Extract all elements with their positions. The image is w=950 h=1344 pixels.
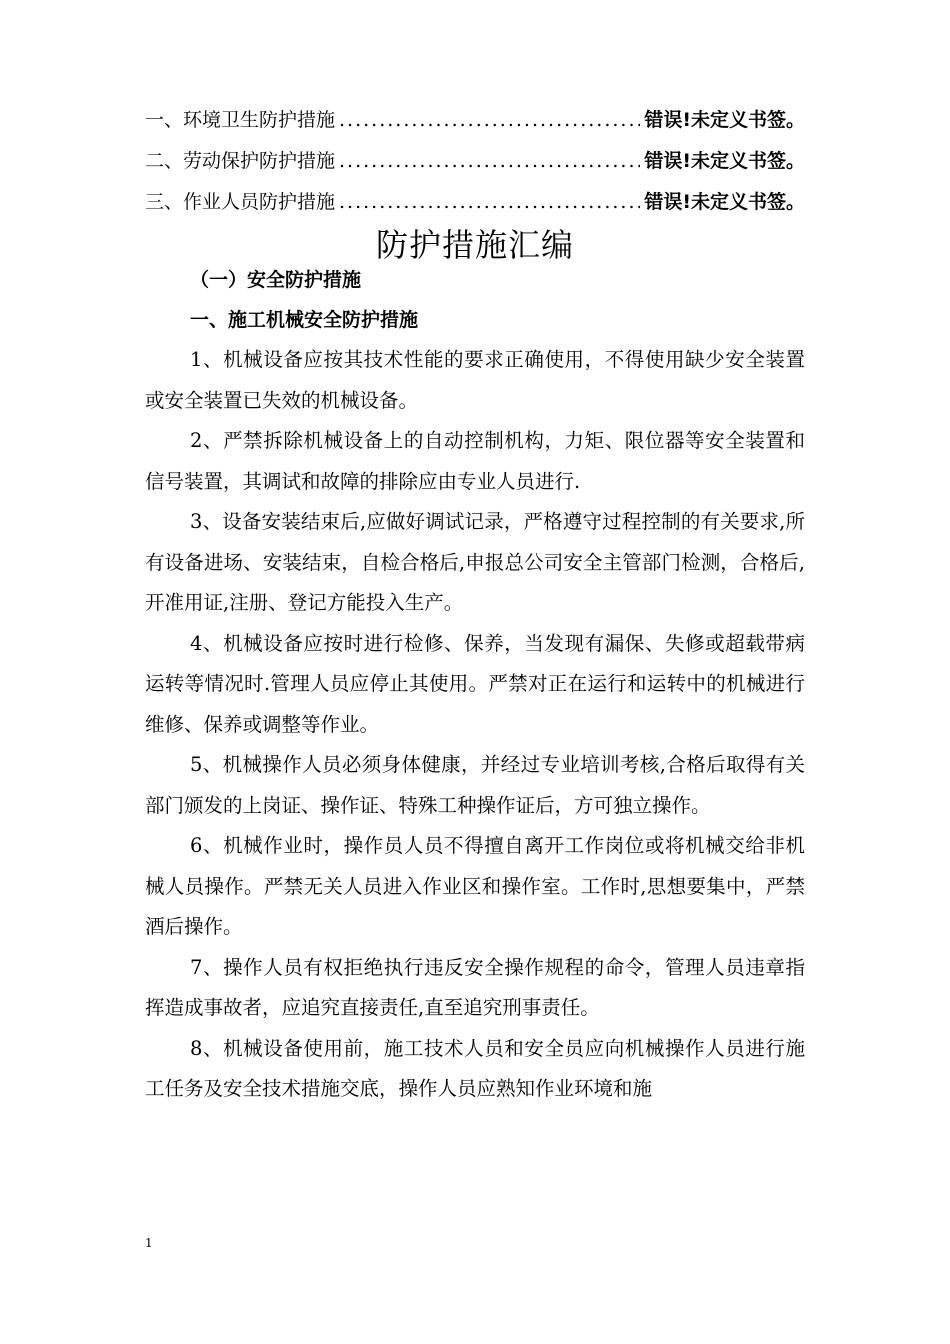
toc-entry[interactable] [145, 100, 805, 141]
paragraph: 1、机械设备应按其技术性能的要求正确使用，不得使用缺少安全装置或安全装置已失效的机械设备。 [145, 348, 805, 412]
paragraph: 6、机械作业时，操作员人员不得擅自离开工作岗位或将机械交给非机械人员操作。严禁无关人员进入作业区和操作室。工作时,思想要集中，严禁酒后操作。 [145, 834, 805, 938]
section-heading: （一）安全防护措施 [190, 269, 362, 291]
toc-entry-label: 三、作业人员防护措施 [145, 191, 336, 213]
page-number: 1 [145, 1236, 153, 1250]
paragraph: 2、严禁拆除机械设备上的自动控制机构，力矩、限位器等安全装置和信号装置，其调试和故障的排除应由专业人员进行. [145, 429, 805, 493]
table-of-contents [145, 100, 805, 223]
toc-entry-label: 二、劳动保护防护措施 [145, 150, 336, 172]
subsection-heading: 一、施工机械安全防护措施 [190, 309, 419, 331]
document-body [145, 340, 805, 1110]
toc-entry[interactable] [145, 141, 805, 182]
paragraph: 4、机械设备应按时进行检修、保养，当发现有漏保、失修或超载带病运转等情况时.管理人员应停止其使用。严禁对正在运行和运转中的机械进行维修、保养或调整等作业。 [145, 631, 805, 736]
toc-leader-dots [339, 100, 640, 141]
document-title: 防护措施汇编 [375, 226, 574, 265]
toc-entry-label: 一、环境卫生防护措施 [145, 109, 336, 131]
paragraph: 8、机械设备使用前，施工技术人员和安全员应向机械操作人员进行施工任务及安全技术措施交底，操作人员应熟知作业环境和施 [145, 1036, 805, 1100]
toc-leader-dots [339, 141, 640, 182]
paragraph: 5、机械操作人员必须身体健康，并经过专业培训考核,合格后取得有关部门颁发的上岗证、操作证、特殊工种操作证后，方可独立操作。 [145, 753, 805, 817]
toc-leader-dots [339, 182, 640, 223]
toc-entry-page-ref: 错误!未定义书签。 [644, 191, 805, 213]
toc-entry-page-ref: 错误!未定义书签。 [644, 109, 805, 131]
toc-entry[interactable] [145, 182, 805, 223]
paragraph: 7、操作人员有权拒绝执行违反安全操作规程的命令，管理人员违章指挥造成事故者，应追究直接责任,直至追究刑事责任。 [145, 955, 805, 1019]
toc-entry-page-ref: 错误!未定义书签。 [644, 150, 805, 172]
paragraph: 3、设备安装结束后,应做好调试记录，严格遵守过程控制的有关要求,所有设备进场、安装结束，自检合格后,申报总公司安全主管部门检测，合格后,开准用证,注册、登记方能投入生产。 [145, 510, 805, 614]
